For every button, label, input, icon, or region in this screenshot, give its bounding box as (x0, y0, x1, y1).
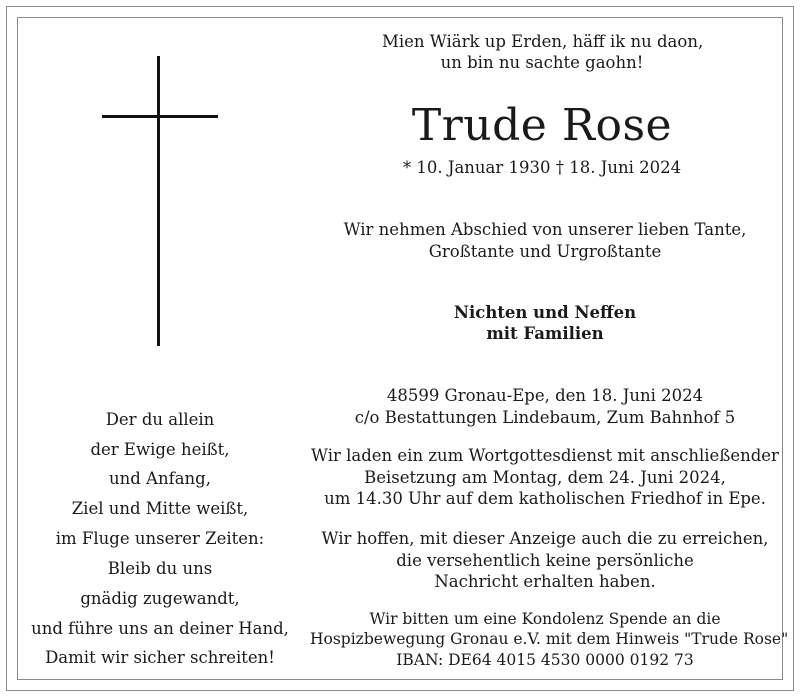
poem-line: Bleib du uns (107, 559, 213, 578)
deceased-dates: * 10. Januar 1930 † 18. Juni 2024 (402, 158, 682, 177)
poem-line: Damit wir sicher schreiten! (45, 648, 275, 667)
address-line-1: 48599 Gronau-Epe, den 18. Juni 2024 (386, 386, 704, 405)
donation-line-1: Wir bitten um eine Kondolenz Spende an die (369, 610, 721, 628)
cross-vertical-bar (157, 56, 160, 346)
mourners-line-2: mit Familien (486, 324, 604, 343)
farewell-line-1: Wir nehmen Abschied von unserer lieben Tante, (343, 220, 747, 239)
poem-line: der Ewige heißt, (90, 440, 230, 459)
notice-line-2: die versehentlich keine persönliche (396, 551, 694, 570)
address-line-2: c/o Bestattungen Lindebaum, Zum Bahnhof 5 (354, 408, 736, 427)
motto-line-2: un bin nu sachte gaohn! (440, 53, 644, 72)
poem-line: gnädig zugewandt, (80, 589, 240, 608)
service-line-1: Wir laden ein zum Wortgottesdienst mit anschließender (311, 446, 779, 465)
cross-horizontal-bar (102, 115, 218, 118)
mourners-line-1: Nichten und Neffen (453, 303, 637, 322)
donation-line-2: Hospizbewegung Gronau e.V. mit dem Hinweis "Trude Rose" (310, 630, 789, 648)
notice-line-1: Wir hoffen, mit dieser Anzeige auch die zu erreichen, (321, 529, 769, 548)
service-line-2: Beisetzung am Montag, dem 24. Juni 2024, (364, 468, 726, 487)
poem-line: Der du allein (105, 410, 215, 429)
poem-line: und Anfang, (109, 469, 211, 488)
poem-line: im Fluge unserer Zeiten: (55, 529, 265, 548)
poem-line: Ziel und Mitte weißt, (71, 499, 249, 518)
donation-line-3: IBAN: DE64 4015 4530 0000 0192 73 (396, 651, 694, 669)
service-line-3: um 14.30 Uhr auf dem katholischen Friedhof in Epe. (324, 489, 766, 508)
deceased-name: Trude Rose (411, 100, 673, 151)
farewell-line-2: Großtante und Urgroßtante (428, 242, 662, 261)
notice-line-3: Nachricht erhalten haben. (434, 572, 656, 591)
motto-line-1: Mien Wiärk up Erden, häff ik nu daon, (382, 32, 704, 51)
poem-line: und führe uns an deiner Hand, (31, 619, 289, 638)
